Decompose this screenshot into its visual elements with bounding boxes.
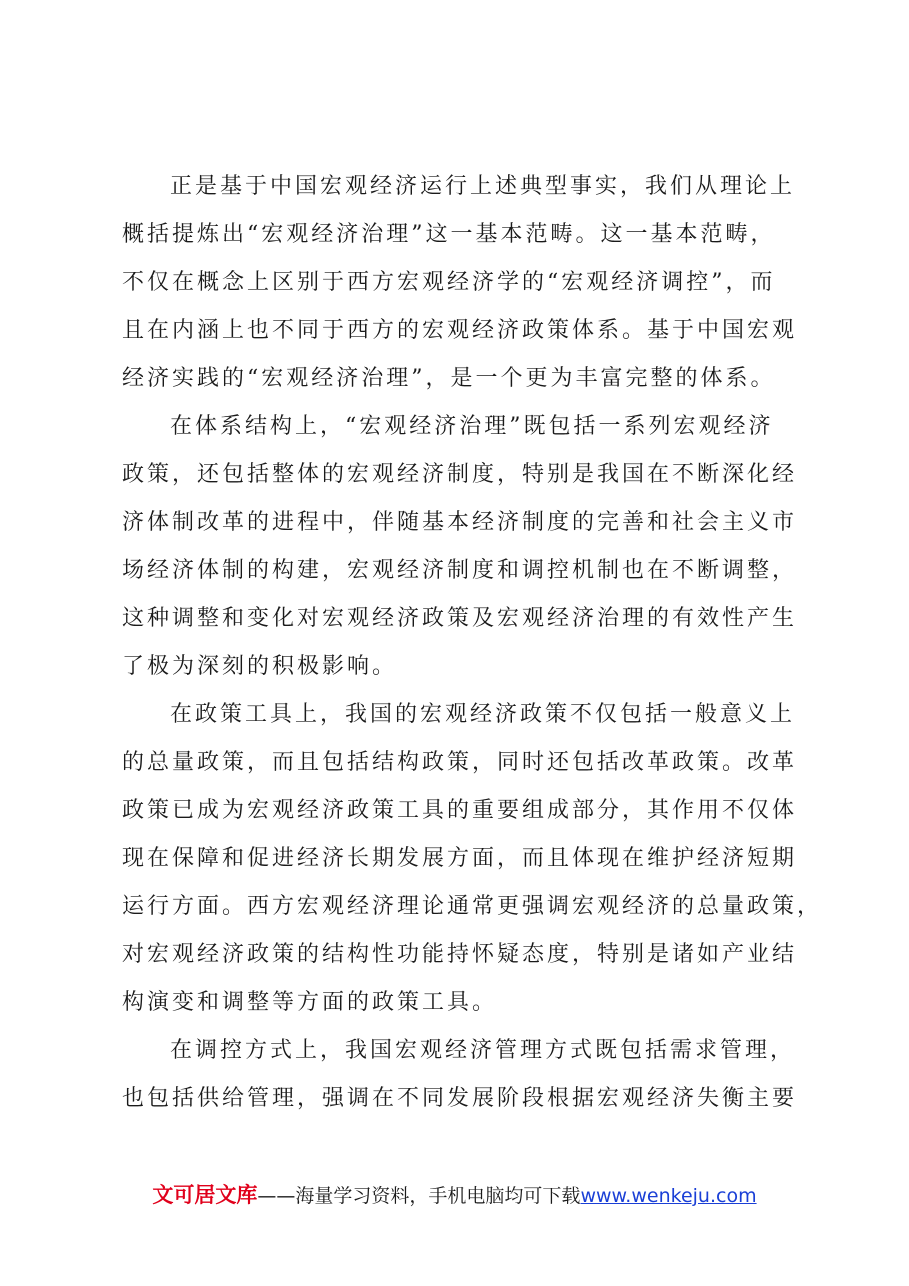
document-body [122, 163, 823, 1123]
text-line: 在政策工具上，我国的宏观经济政策不仅包括一般意义上 [170, 702, 796, 727]
text-line: 且在内涵上也不同于西方的宏观经济政策体系。基于中国宏观 [122, 318, 798, 343]
text-line: 对宏观经济政策的结构性功能持怀疑态度，特别是诸如产业结 [122, 942, 798, 967]
text-line: 场经济体制的构建，宏观经济制度和调控机制也在不断调整， [122, 558, 798, 583]
text-line: 了极为深刻的积极影响。 [122, 654, 398, 679]
text-line: 在体系结构上，“宏观经济治理”既包括一系列宏观经济 [170, 414, 774, 439]
text-line: 这种调整和变化对宏观经济政策及宏观经济治理的有效性产生 [122, 606, 798, 631]
text-line: 也包括供给管理，强调在不同发展阶段根据宏观经济失衡主要 [122, 1086, 798, 1111]
text-line: 在调控方式上，我国宏观经济管理方式既包括需求管理， [170, 1038, 796, 1063]
text-line: 经济实践的“宏观经济治理”，是一个更为丰富完整的体系。 [122, 366, 776, 391]
text-line: 政策已成为宏观经济政策工具的重要组成部分，其作用不仅体 [122, 798, 798, 823]
text-line: 构演变和调整等方面的政策工具。 [122, 990, 498, 1015]
footer-tagline: ——海量学习资料，手机电脑均可下载 [257, 1185, 581, 1207]
text-line: 现在保障和促进经济长期发展方面，而且体现在维护经济短期 [122, 846, 798, 871]
footer-link[interactable]: www.wenkeju.com [580, 1185, 757, 1207]
text-line: 济体制改革的进程中，伴随基本经济制度的完善和社会主义市 [122, 510, 798, 535]
text-line: 概括提炼出“宏观经济治理”这一基本范畴。这一基本范畴， [122, 222, 776, 247]
text-line: 正是基于中国宏观经济运行上述典型事实，我们从理论上 [170, 174, 796, 199]
footer-brand: 文可居文库 [152, 1183, 258, 1207]
footer-banner [0, 1180, 909, 1211]
text-line: 政策，还包括整体的宏观经济制度，特别是我国在不断深化经 [122, 462, 798, 487]
text-line: 的总量政策，而且包括结构政策，同时还包括改革政策。改革 [122, 750, 798, 775]
text-line: 不仅在概念上区别于西方宏观经济学的“宏观经济调控”，而 [122, 270, 776, 295]
text-line: 运行方面。西方宏观经济理论通常更强调宏观经济的总量政策， [122, 894, 823, 919]
